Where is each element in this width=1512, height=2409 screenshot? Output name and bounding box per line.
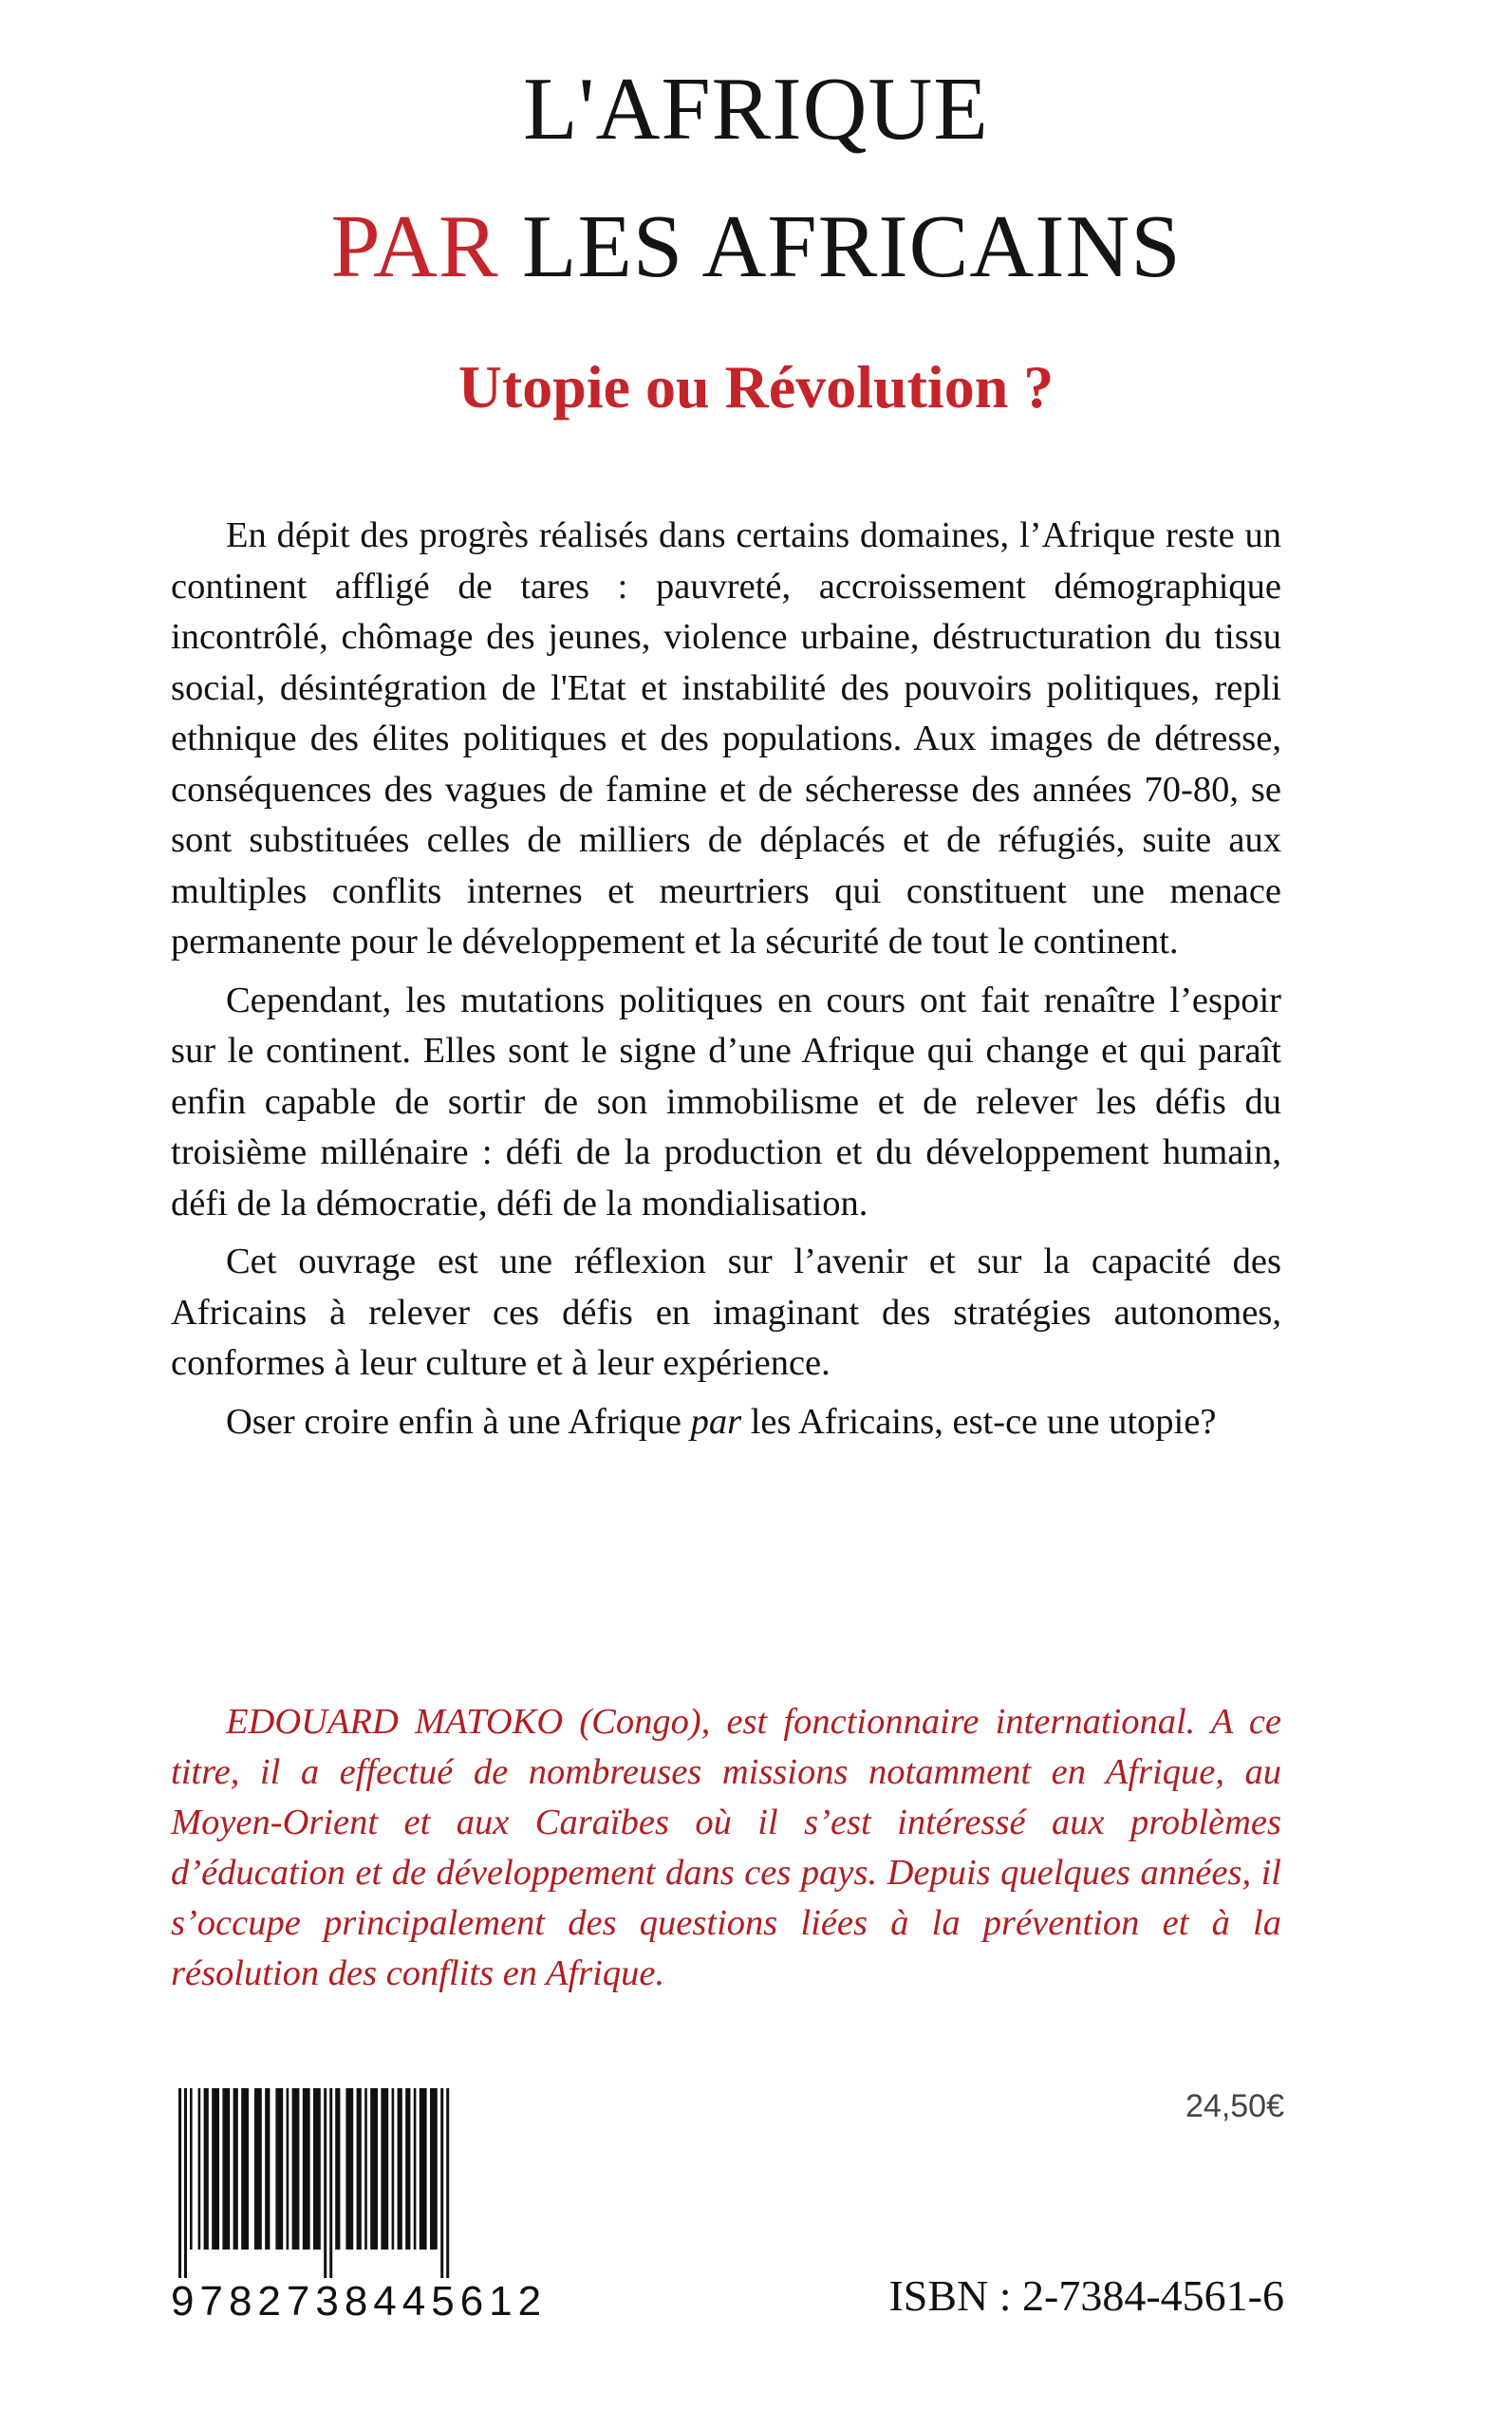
barcode-bar: [241, 2088, 249, 2250]
book-subtitle: Utopie ou Révolution ?: [457, 353, 1055, 420]
barcode-guard-bar: [324, 2088, 327, 2278]
barcode-bar: [212, 2088, 219, 2250]
blurb-paragraph-3: Cet ouvrage est une réflexion sur l’avenir et sur la capacité des Africains à relever ces défis en imaginant des stratégies autonomes, conformes à leur culture et à leur expérience.: [171, 1242, 1281, 1383]
barcode-bar: [405, 2088, 410, 2250]
barcode-bar: [414, 2088, 417, 2250]
back-cover-blurb: [171, 511, 1281, 1455]
barcode-bar: [303, 2088, 310, 2250]
barcode-bar: [198, 2088, 201, 2250]
barcode-guard-bar: [440, 2088, 443, 2278]
barcode-bar: [292, 2088, 300, 2250]
p4-italic-par: par: [690, 1401, 742, 1442]
author-bio: EDOUARD MATOKO (Congo), est fonctionnaire international. A ce titre, il a effectué de nombreuses missions notamment en Afrique, au Moyen-Orient et aux Caraïbes où il s’est intéressé aux problèmes d’éducation et de développement dans ces pays. Depuis quelques années, il s’occupe principalement des questions liées à la prévention et à la résolution des conflits en Afrique.: [171, 1702, 1281, 1993]
barcode-bar: [265, 2088, 270, 2250]
barcode-guard-bar: [178, 2088, 181, 2278]
barcode-guard-bar: [446, 2088, 449, 2278]
barcode-guard-bar: [184, 2088, 187, 2278]
barcode-image: [171, 2088, 551, 2278]
barcode-bar: [392, 2088, 395, 2250]
title-les-africains: LES AFRICAINS: [498, 197, 1182, 296]
book-title-line-2: [0, 195, 1512, 299]
barcode-number: 9782738445612: [171, 2278, 548, 2325]
barcode-bar: [345, 2088, 353, 2250]
barcode-bar: [254, 2088, 262, 2250]
barcode-bar: [364, 2088, 367, 2250]
barcode-bar: [313, 2088, 321, 2250]
p4-end: les Africains, est-ce une utopie?: [741, 1401, 1217, 1442]
barcode-bar: [275, 2088, 283, 2250]
barcode-bar: [370, 2088, 378, 2250]
blurb-paragraph-2: Cependant, les mutations politiques en cours ont fait renaître l’espoir sur le continent. Elles sont le signe d’une Afrique qui change et qui paraît enfin capable de sortir de son immobilisme et de relever les défis du troisième millénaire : défi de la production et du développement humain, défi de la démocratie, défi de la mondialisation.: [171, 980, 1281, 1223]
barcode-bar: [357, 2088, 362, 2250]
barcode-bar: [335, 2088, 340, 2250]
barcode-bar: [190, 2088, 193, 2250]
barcode-bar: [287, 2088, 289, 2250]
barcode-bar: [420, 2088, 427, 2250]
book-title-line-1: L'AFRIQUE: [523, 60, 989, 159]
isbn-number: ISBN : 2-7384-4561-6: [888, 2271, 1284, 2320]
barcode-guard-bar: [329, 2088, 332, 2278]
blurb-paragraph-4: [171, 1397, 1281, 1448]
title-par-word: PAR: [330, 197, 499, 296]
p4-start: Oser croire enfin à une Afrique: [226, 1401, 691, 1442]
barcode-bar: [381, 2088, 388, 2250]
barcode-bar: [222, 2088, 230, 2250]
blurb-paragraph-1: En dépit des progrès réalisés dans certains domaines, l’Afrique reste un continent affligé de tares : pauvreté, accroissement démographique incontrôlé, chômage des jeunes, violence urbaine, déstructuration du tissu social, désintégration de l'Etat et instabilité des pouvoirs politiques, repli ethnique des élites politiques et des populations. Aux images de détresse, conséquences des vagues de famine et de sécheresse des années 70-80, se sont substituées celles de milliers de déplacés et de réfugiés, suite aux multiples conflits internes et meurtriers qui constituent une menace permanente pour le développement et la sécurité de tout le continent.: [171, 515, 1281, 962]
price-label: 24,50€: [1185, 2088, 1284, 2124]
barcode-bar: [430, 2088, 438, 2250]
barcode-bar: [233, 2088, 238, 2250]
barcode-bar: [398, 2088, 402, 2250]
barcode-bar: [204, 2088, 209, 2250]
